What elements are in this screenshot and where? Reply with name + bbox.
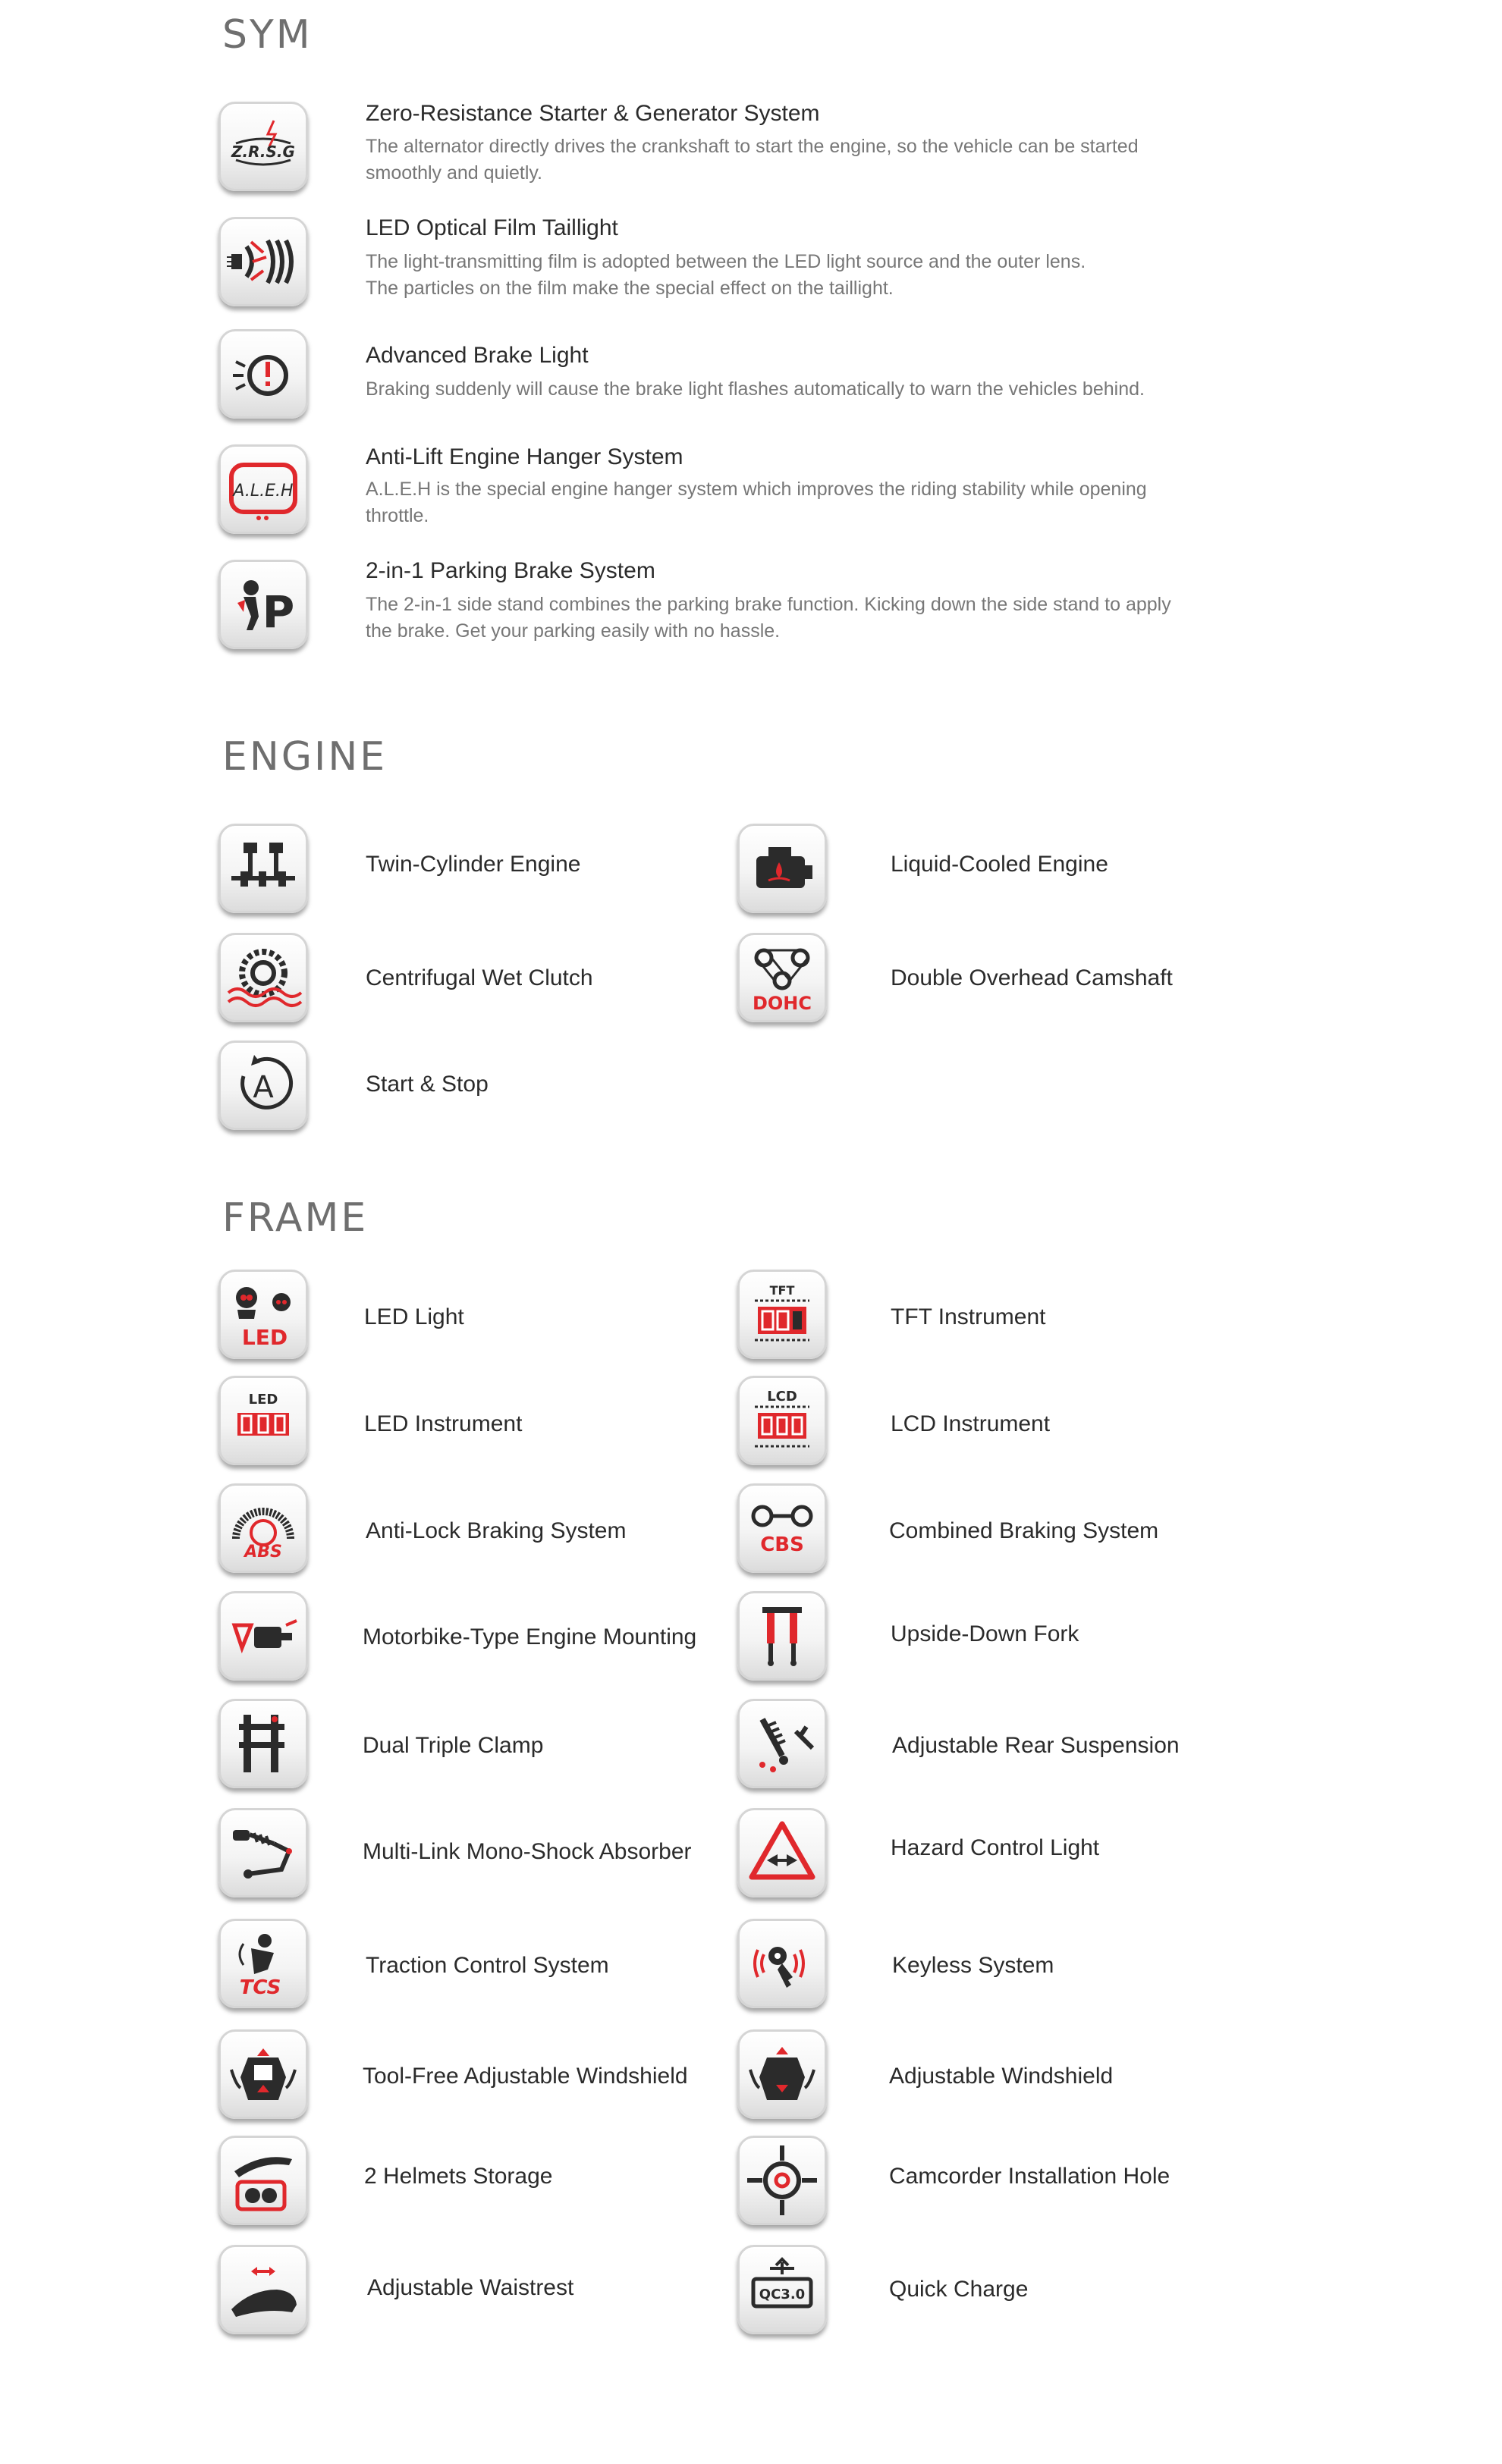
dohc-icon <box>737 933 827 1022</box>
twin-cylinder-icon <box>218 824 308 913</box>
feature-title: 2-in-1 Parking Brake System <box>366 558 655 583</box>
frame-item-label: Upside-Down Fork <box>891 1621 1079 1646</box>
dohc-icon-text: DOHC <box>752 993 812 1014</box>
feature-title: Anti-Lift Engine Hanger System <box>366 444 683 469</box>
frame-item-label: Adjustable Windshield <box>889 2064 1114 2089</box>
feature-title: Zero-Resistance Starter & Generator System <box>366 101 820 126</box>
frame-item-label: Traction Control System <box>366 1953 609 1978</box>
frame-item-label: Anti-Lock Braking System <box>366 1518 627 1543</box>
frame-item-label: LCD Instrument <box>891 1411 1051 1436</box>
feature-desc-line: smoothly and quietly. <box>366 162 542 184</box>
zrsg-icon-text: Z.R.S.G <box>231 143 295 161</box>
engine-item-label: Double Overhead Camshaft <box>891 965 1173 990</box>
tcs-icon <box>218 1919 308 2008</box>
camcorder-hole-icon <box>737 2136 827 2225</box>
frame-item-label: Dual Triple Clamp <box>363 1733 544 1758</box>
frame-item-label: Camcorder Installation Hole <box>889 2164 1170 2189</box>
feature-desc <box>366 249 1306 302</box>
cbs-icon-text: CBS <box>760 1533 804 1556</box>
feature-desc <box>366 133 1306 187</box>
quick-charge-icon <box>737 2245 827 2334</box>
frame-item-label: Adjustable Rear Suspension <box>892 1733 1180 1758</box>
feature-desc-line: throttle. <box>366 505 429 526</box>
frame-item-label: 2 Helmets Storage <box>364 2164 553 2189</box>
feature-desc-line: The alternator directly drives the crankshaft to start the engine, so the vehicle can be started <box>366 136 1139 157</box>
triple-clamp-icon <box>218 1699 308 1788</box>
engine-mounting-icon <box>218 1591 308 1681</box>
windshield-icon <box>737 2029 827 2119</box>
feature-desc <box>366 476 1306 529</box>
feature-desc-line: The 2-in-1 side stand combines the parking brake function. Kicking down the side stand to apply <box>366 594 1171 615</box>
frame-item-label: TFT Instrument <box>891 1304 1046 1329</box>
frame-item-label: Tool-Free Adjustable Windshield <box>363 2064 688 2089</box>
lcd-icon-text: LCD <box>767 1389 797 1405</box>
hazard-light-icon <box>737 1808 827 1897</box>
abs-icon-text: ABS <box>244 1543 282 1562</box>
mono-shock-icon <box>218 1808 308 1897</box>
abs-icon <box>218 1483 308 1573</box>
frame-item-label: Quick Charge <box>889 2277 1029 2302</box>
liquid-cooled-icon <box>737 824 827 913</box>
lcd-instrument-icon <box>737 1376 827 1465</box>
frame-item-label: Adjustable Waistrest <box>367 2275 574 2300</box>
tft-icon-text: TFT <box>769 1283 795 1298</box>
wet-clutch-icon <box>218 933 308 1022</box>
tool-free-windshield-icon <box>218 2029 308 2119</box>
feature-desc-line: The particles on the film make the special effect on the taillight. <box>366 278 894 299</box>
keyless-icon <box>737 1919 827 2008</box>
start-stop-icon <box>218 1041 308 1130</box>
feature-desc <box>366 592 1306 645</box>
led-inst-icon-text: LED <box>248 1392 278 1408</box>
upside-down-fork-icon <box>737 1591 827 1681</box>
aleh-icon <box>218 444 308 534</box>
frame-item-label: Hazard Control Light <box>891 1835 1100 1860</box>
feature-desc <box>366 376 1306 403</box>
section-title-engine: ENGINE <box>222 734 388 780</box>
feature-title: Advanced Brake Light <box>366 343 589 368</box>
led-instrument-icon <box>218 1376 308 1465</box>
engine-item-label: Liquid-Cooled Engine <box>891 852 1108 877</box>
feature-desc-line: A.L.E.H is the special engine hanger system which improves the riding stability while opening <box>366 479 1147 500</box>
section-title-sym: SYM <box>222 12 313 58</box>
frame-item-label: Multi-Link Mono-Shock Absorber <box>363 1839 692 1864</box>
helmet-storage-icon <box>218 2136 308 2225</box>
engine-item-label: Twin-Cylinder Engine <box>366 852 581 877</box>
frame-item-label: LED Light <box>364 1304 464 1329</box>
aleh-icon-text: A.L.E.H <box>233 482 294 501</box>
led-light-icon <box>218 1270 308 1359</box>
frame-item-label: Keyless System <box>892 1953 1054 1978</box>
parking-brake-icon <box>218 560 308 649</box>
parking-icon-text: P <box>262 586 295 638</box>
feature-desc-line: Braking suddenly will cause the brake light flashes automatically to warn the vehicles behind. <box>366 378 1145 400</box>
waistrest-icon <box>218 2245 308 2334</box>
cbs-icon <box>737 1483 827 1573</box>
zrsg-icon <box>218 102 308 191</box>
frame-item-label: Combined Braking System <box>889 1518 1159 1543</box>
qc-icon-text: QC3.0 <box>759 2287 806 2302</box>
engine-item-label: Start & Stop <box>366 1072 489 1097</box>
led-light-icon-text: LED <box>241 1325 288 1350</box>
feature-title: LED Optical Film Taillight <box>366 215 618 240</box>
rear-suspension-icon <box>737 1699 827 1788</box>
led-taillight-icon <box>218 217 308 306</box>
tcs-icon-text: TCS <box>239 1976 281 1999</box>
frame-item-label: LED Instrument <box>364 1411 523 1436</box>
section-title-frame: FRAME <box>222 1195 369 1241</box>
frame-item-label: Motorbike-Type Engine Mounting <box>363 1624 697 1649</box>
engine-item-label: Centrifugal Wet Clutch <box>366 965 593 990</box>
feature-desc-line: the brake. Get your parking easily with no hassle. <box>366 620 781 642</box>
brake-light-icon <box>218 329 308 419</box>
tft-instrument-icon <box>737 1270 827 1359</box>
feature-desc-line: The light-transmitting film is adopted between the LED light source and the outer lens. <box>366 251 1086 272</box>
start-stop-icon-text: A <box>253 1070 274 1105</box>
